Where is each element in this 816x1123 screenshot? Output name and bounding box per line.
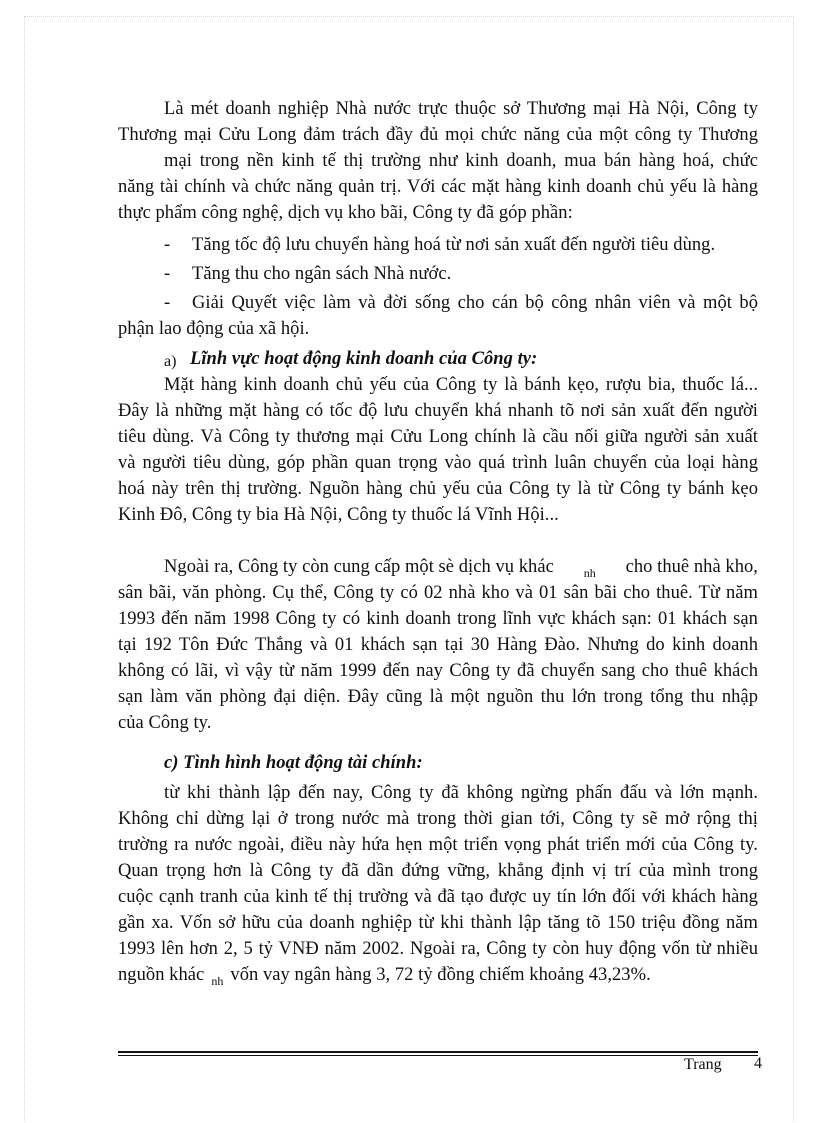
section-c-line-1: từ khi thành lập đến nay, Công ty đã không ngừng phấn đấu và lớn mạnh. <box>164 783 758 803</box>
section-a-p2-line-5: không có lãi, vì vậy từ năm 1999 đến nay Công ty đã chuyển sang cho thuê khách <box>118 661 758 681</box>
bullet-dash-2: - <box>164 264 171 284</box>
intro-line-2: Thương mại Cửu Long đảm trách đầy đủ mọi chức năng của một công ty Thương <box>118 125 758 145</box>
section-a-p1-line-4: và người tiêu dùng, góp phần quan trọng vào quá trình luân chuyển của loại hàng <box>118 453 758 473</box>
footer-rule-thin <box>118 1055 758 1056</box>
footer-rule-thick <box>118 1051 758 1053</box>
section-a-p1-line-6: Kinh Đô, Công ty bia Hà Nội, Công ty thuốc lá Vĩnh Hội... <box>118 505 559 525</box>
footer-page-label: Trang <box>684 1056 722 1073</box>
bullet-3-cont: phận lao động của xã hội. <box>118 319 310 339</box>
section-a-p2-line-1-b: cho thuê nhà kho, <box>625 557 758 577</box>
bullet-2: Tăng thu cho ngân sách Nhà nước. <box>192 264 452 284</box>
bullet-dash-3: - <box>164 293 171 313</box>
section-a-p2-line-1-sub: nh <box>583 566 596 580</box>
section-a-p1-line-5: hoá này trên thị trường. Nguồn hàng chủ yếu của Công ty là từ Công ty bánh kẹo <box>118 479 758 499</box>
section-a-p1-line-3: tiêu dùng. Và Công ty thương mại Cửu Long chính là cầu nối giữa người sản xuất <box>118 427 758 447</box>
bullet-3: Giải Quyết việc làm và đời sống cho cán bộ công nhân viên và một bộ <box>192 293 758 313</box>
section-a-p2-line-6: sạn làm văn phòng đại diện. Đây cũng là một nguồn thu lớn trong tổng thu nhập <box>118 687 758 707</box>
intro-line-1: Là mét doanh nghiệp Nhà nước trực thuộc sở Thương mại Hà Nội, Công ty <box>164 99 758 119</box>
section-a-p2-line-7: của Công ty. <box>118 713 212 733</box>
footer-page-number: 4 <box>754 1055 762 1072</box>
section-c-line-8-b: vốn vay ngân hàng 3, 72 tỷ đồng chiếm khoảng 43,23%. <box>230 965 651 985</box>
intro-line-5: thực phẩm công nghệ, dịch vụ kho bãi, Công ty đã góp phần: <box>118 203 573 223</box>
section-c-line-6: gần xa. Vốn sở hữu của doanh nghiệp từ khi thành lập tăng tõ 150 triệu đồng năm <box>118 913 758 933</box>
section-a-title: Lĩnh vực hoạt động kinh doanh của Công ty: <box>190 349 538 369</box>
section-a-p2-line-1 <box>164 554 758 580</box>
section-c-line-8 <box>118 962 651 988</box>
section-c-line-8-sub: nh <box>211 974 224 988</box>
intro-line-3: mại trong nền kinh tế thị trường như kinh doanh, mua bán hàng hoá, chức <box>164 151 758 171</box>
section-a-marker: a) <box>164 353 177 370</box>
section-a-p1-line-2: Đây là những mặt hàng có tốc độ lưu chuyển khá nhanh tõ nơi sản xuất đến người <box>118 401 758 421</box>
section-c-line-5: cuộc cạnh tranh của kinh tế thị trường và đã tạo được uy tín lớn đối với khách hàng <box>118 887 758 907</box>
section-a-p1-line-1: Mặt hàng kinh doanh chủ yếu của Công ty là bánh kẹo, rượu bia, thuốc lá... <box>164 375 758 395</box>
section-c-title: c) Tình hình hoạt động tài chính: <box>164 753 423 773</box>
section-c-line-4: Quan trọng hơn là Công ty đã dần đứng vững, khẳng định vị trí của mình trong <box>118 861 758 881</box>
section-a-p2-line-3: 1993 đến năm 1998 Công ty có kinh doanh trong lĩnh vực khách sạn: 01 khách sạn <box>118 609 758 629</box>
section-c-line-3: trường ra nước ngoài, điều này hứa hẹn một triển vọng phát triển mới của Công ty. <box>118 835 758 855</box>
section-a-p2-line-1-a: Ngoài ra, Công ty còn cung cấp một sè dịch vụ khác <box>164 557 554 577</box>
bullet-dash-1: - <box>164 235 171 255</box>
bullet-1: Tăng tốc độ lưu chuyển hàng hoá từ nơi sản xuất đến người tiêu dùng. <box>192 235 716 255</box>
section-a-p2-line-2: sân bãi, văn phòng. Cụ thể, Công ty có 02 nhà kho và 01 sân bãi cho thuê. Từ năm <box>118 583 758 603</box>
section-c-line-8-a: nguồn khác <box>118 965 205 985</box>
section-c-line-7: 1993 lên hơn 2, 5 tỷ VNĐ năm 2002. Ngoài ra, Công ty còn huy động vốn từ nhiều <box>118 939 758 959</box>
intro-line-4: năng tài chính và chức năng quản trị. Với các mặt hàng kinh doanh chủ yếu là hàng <box>118 177 758 197</box>
section-a-p2-line-4: tại 192 Tôn Đức Thắng và 01 khách sạn tại 30 Hàng Đào. Nhưng do kinh doanh <box>118 635 758 655</box>
section-c-line-2: Không chỉ dừng lại ở trong nước mà trong thời gian tới, Công ty sẽ mở rộng thị <box>118 809 758 829</box>
